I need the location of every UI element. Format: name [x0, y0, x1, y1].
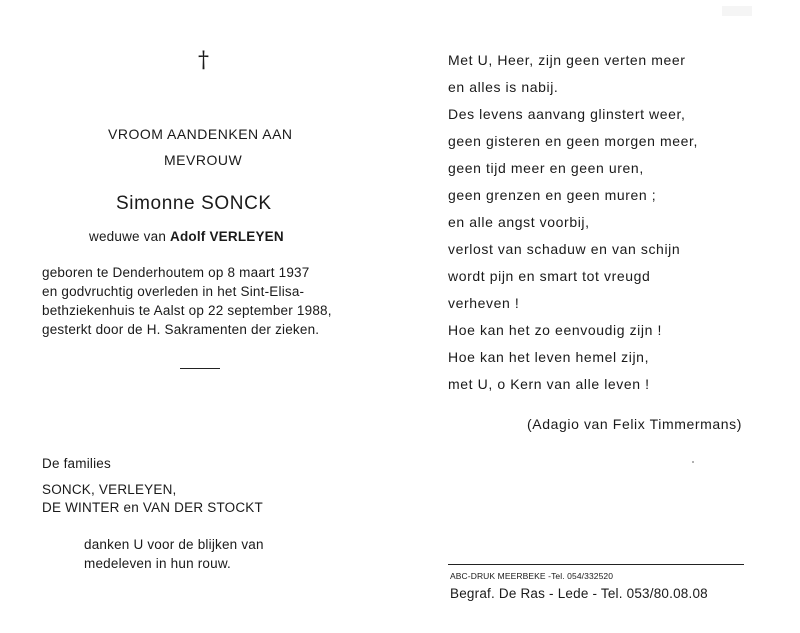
families-conjunction: en	[123, 500, 139, 515]
poem-line: verheven !	[448, 295, 520, 311]
poem-line: geen grenzen en geen muren ;	[448, 187, 657, 203]
bio-line-3: bethziekenhuis te Aalst op 22 september 1988,	[42, 303, 332, 318]
deceased-first-name: Simonne	[116, 193, 196, 214]
poem-line: Des levens aanvang glinstert weer,	[448, 106, 686, 122]
heading-in-memory: VROOM AANDENKEN AAN	[108, 126, 293, 142]
thanks-line-2: medeleven in hun rouw.	[84, 556, 231, 571]
bio-line-1: geboren te Denderhoutem op 8 maart 1937	[42, 265, 310, 280]
poem-line: geen tijd meer en geen uren,	[448, 160, 644, 176]
footer-divider	[448, 564, 744, 565]
poem-line: Hoe kan het leven hemel zijn,	[448, 349, 650, 365]
husband-last-name: VERLEYEN	[209, 229, 284, 244]
poem-line: wordt pijn en smart tot vreugd	[448, 268, 651, 284]
thanks-line-1: danken U voor de blijken van	[84, 537, 264, 552]
paper-speck	[692, 461, 694, 463]
poem-line: en alle angst voorbij,	[448, 214, 590, 230]
bio-line-4: gesterkt door de H. Sakramenten der zieken.	[42, 322, 320, 337]
family-de-winter: DE WINTER	[42, 500, 120, 515]
families-label: De families	[42, 456, 111, 471]
families-line-2	[42, 500, 263, 515]
divider-line	[180, 368, 220, 369]
poem-line: Met U, Heer, zijn geen verten meer	[448, 52, 686, 68]
poem-line: geen gisteren en geen morgen meer,	[448, 133, 698, 149]
poem-line: en alles is nabij.	[448, 79, 559, 95]
family-van-der-stockt: VAN DER STOCKT	[142, 500, 263, 515]
poem-attribution: (Adagio van Felix Timmermans)	[527, 416, 743, 432]
poem-line: Hoe kan het zo eenvoudig zijn !	[448, 322, 662, 338]
poem-line: met U, o Kern van alle leven !	[448, 376, 650, 392]
paper-stain	[722, 6, 752, 16]
deceased-name	[116, 193, 272, 215]
deceased-last-name: SONCK	[201, 193, 272, 214]
heading-title: MEVROUW	[164, 152, 243, 168]
undertaker-credit: Begraf. De Ras - Lede - Tel. 053/80.08.08	[450, 586, 708, 601]
poem-line: verlost van schaduw en van schijn	[448, 241, 681, 257]
cross-icon: †	[198, 48, 209, 73]
families-line-1: SONCK, VERLEYEN,	[42, 482, 177, 497]
husband-first-name: Adolf	[170, 229, 206, 244]
widow-line	[89, 229, 284, 244]
bio-line-2: en godvruchtig overleden in het Sint-Elisa-	[42, 284, 305, 299]
printer-credit: ABC-DRUK MEERBEKE -Tel. 054/332520	[450, 571, 614, 581]
widow-prefix: weduwe van	[89, 229, 167, 244]
